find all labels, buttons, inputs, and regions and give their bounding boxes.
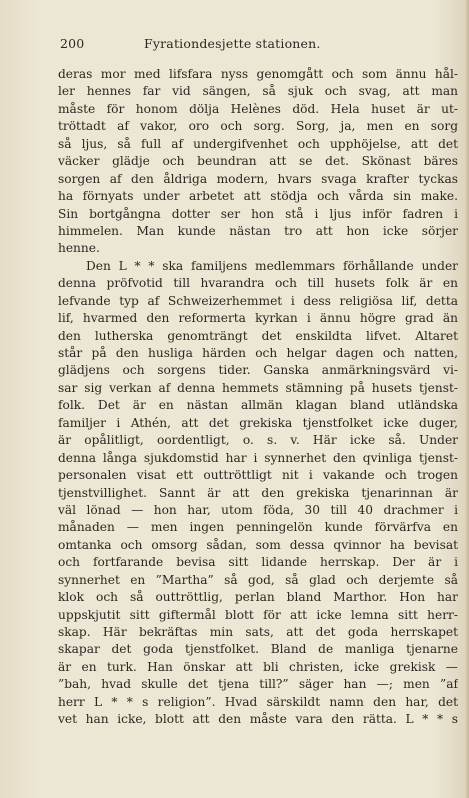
- text-line: klok och så outtröttlig, perlan bland Marthor. Hon har: [58, 590, 458, 605]
- text-line: lefvande typ af Schweizerhemmet i dess religiösa lif, detta: [58, 293, 458, 308]
- text-line: lif, hvarmed den reformerta kyrkan i ännu högre grad än: [58, 311, 458, 326]
- text-line: månaden — men ingen penningelön kunde förvärfva en: [58, 520, 458, 535]
- text-line: måste för honom dölja Helènes död. Hela huset är ut-: [58, 101, 458, 116]
- text-line: himmelen. Man kunde nästan tro att hon icke sörjer: [58, 223, 458, 238]
- text-line: skapar det goda tjenstfolket. Bland de manliga tjenarne: [58, 642, 458, 657]
- text-line: deras mor med lifsfara nyss genomgått och som ännu hål-: [58, 67, 458, 81]
- page-edge-shadow: [465, 0, 469, 798]
- text-line: uppskjutit sitt giftermål blott för att icke lemna sitt herr-: [58, 607, 458, 622]
- text-line: är opålitligt, oordentligt, o. s. v. Här icke så. Under: [58, 433, 458, 448]
- text-line: ”bah, hvad skulle det tjena till?” säger han —; men ”af: [58, 677, 458, 692]
- text-line: den lutherska genomträngt det enskildta lifvet. Altaret: [58, 328, 458, 343]
- text-line: vet han icke, blott att den måste vara den rätta. L * * s: [58, 712, 458, 727]
- text-line: familjer i Athén, att det grekiska tjenstfolket icke duger,: [58, 415, 458, 430]
- text-line: Sin bortgångna dotter ser hon stå i ljus inför fadren i: [58, 206, 458, 221]
- text-line: henne.: [58, 241, 100, 256]
- text-line: skap. Här bekräftas min sats, att det goda herrskapet: [58, 625, 458, 639]
- running-head: Fyrationdesjette stationen.: [144, 36, 321, 51]
- text-line: och fortfarande bevisa sitt lidande herrskap. Der är i: [58, 555, 458, 570]
- text-line: herr L * * s religion”. Hvad särskildt namn den har, det: [58, 694, 458, 709]
- text-line: glädjens och sorgens tider. Ganska anmärkningsvärd vi-: [58, 363, 458, 378]
- text-line: väcker glädje och beundran att se det. Skönast bäres: [58, 154, 458, 169]
- text-line: denna långa sjukdomstid har i synnerhet den qvinliga tjenst-: [58, 450, 458, 465]
- body-text: [58, 66, 458, 729]
- text-line: personalen visat ett outtröttligt nit i vakande och trogen: [58, 468, 458, 483]
- text-line: tröttadt af vakor, oro och sorg. Sorg, ja, men en sorg: [58, 119, 458, 134]
- text-line: folk. Det är en nästan allmän klagan bland utländska: [58, 398, 458, 413]
- text-line: tjenstvillighet. Sannt är att den grekiska tjenarinnan är: [58, 485, 458, 500]
- text-line: står på den husliga härden och helgar dagen och natten,: [58, 346, 458, 360]
- text-line: väl lönad — hon har, utom föda, 30 till 40 drachmer i: [58, 502, 458, 517]
- text-line: omtanka och omsorg sådan, som dessa qvinnor ha bevisat: [58, 537, 458, 552]
- text-line: denna pröfvotid till hvarandra och till husets folk är en: [58, 276, 458, 291]
- text-line: sar sig verkan af denna hemmets stämning på husets tjenst-: [58, 380, 458, 395]
- text-line: så ljus, så full af undergifvenhet och upphöjelse, att det: [58, 136, 458, 151]
- text-line: ler hennes far vid sängen, så sjuk och svag, att man: [58, 84, 458, 99]
- page-number: 200: [60, 36, 85, 51]
- text-line: är en turk. Han önskar att bli christen, icke grekisk —: [58, 659, 458, 674]
- text-line: Den L * * ska familjens medlemmars förhållande under: [86, 258, 458, 273]
- text-line: synnerhet en ”Martha” så god, så glad och derjemte så: [58, 572, 458, 587]
- text-line: ha förnyats under arbetet att stödja och vårda sin make.: [58, 189, 458, 204]
- text-line: sorgen af den åldriga modern, hvars svaga krafter tyckas: [58, 171, 458, 186]
